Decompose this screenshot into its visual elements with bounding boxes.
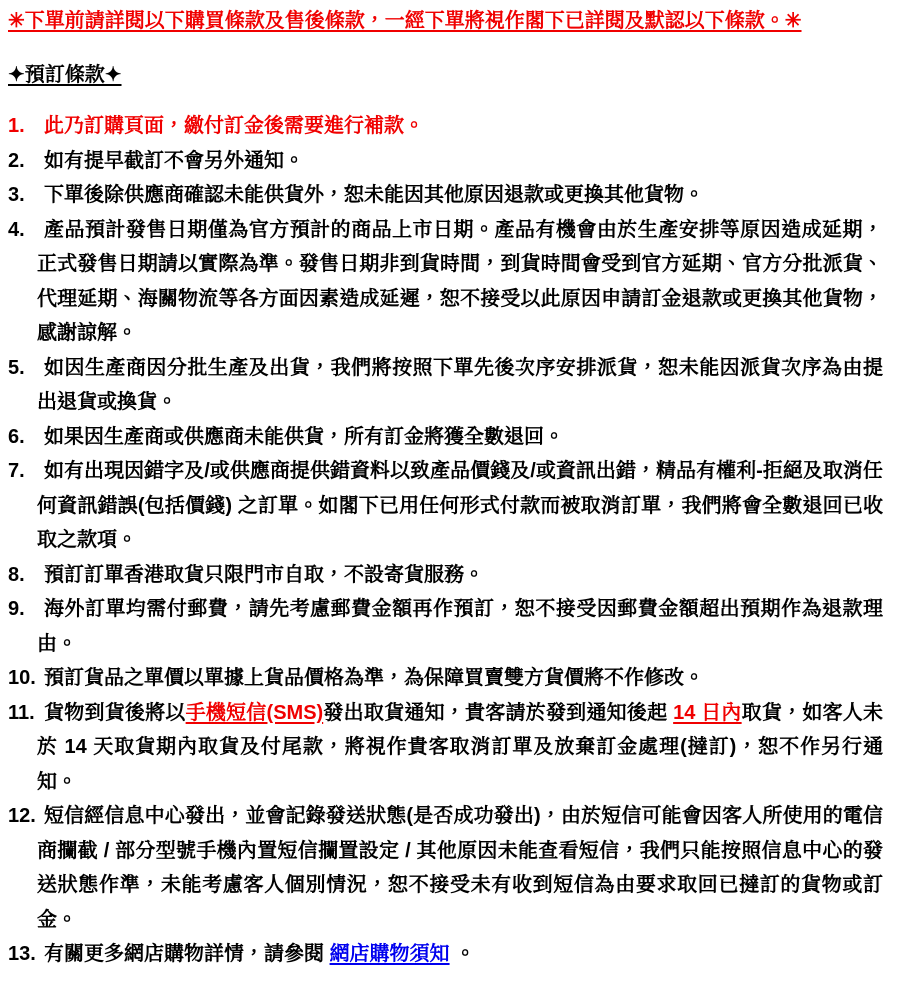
term-text: 下單後除供應商確認未能供貨外，恕未能因其他原因退款或更換其他貨物。	[44, 184, 704, 206]
term-item-3	[8, 178, 883, 213]
term-number: 8.	[8, 563, 25, 586]
term-text: 。	[449, 943, 476, 965]
term-text: 取貨，如客人未於 14 天取貨期內取貨及付尾款，將視作貴客取消訂單及放棄訂金處理(撻訂)，恕不作另行通知。	[37, 701, 884, 793]
term-item-9	[8, 592, 883, 661]
term-item-8	[8, 558, 883, 593]
term-text: 此乃訂購頁面，繳付訂金後需要進行補款。	[44, 115, 424, 137]
highlighted-red-text: 14 日內	[673, 701, 742, 724]
term-text: 發出取貨通知，貴客請於發到通知後起	[323, 701, 674, 724]
term-number: 7.	[8, 460, 25, 482]
term-number: 4.	[8, 218, 25, 241]
online-store-shopping-notice-link[interactable]: 網店購物須知	[329, 943, 450, 965]
term-text: 有關更多網店購物詳情，請參閱	[44, 943, 330, 965]
term-text: 如有提早截訂不會另外通知。	[44, 149, 304, 172]
purchase-notice-banner: ✳下單前請詳閱以下購買條款及售後條款，一經下單將視作閣下已詳閱及默認以下條款。✳	[8, 10, 802, 32]
term-number: 3.	[8, 184, 25, 206]
term-item-6	[8, 420, 883, 455]
term-number: 12.	[8, 805, 36, 827]
term-number: 11.	[8, 701, 35, 724]
term-item-1	[8, 109, 883, 144]
term-item-2	[8, 144, 883, 179]
term-item-13	[8, 937, 883, 972]
preorder-terms-title: ✦預訂條款✦	[8, 64, 122, 86]
term-number: 1.	[8, 115, 25, 137]
term-number: 10.	[8, 667, 36, 689]
term-text: 短信經信息中心發出，並會記錄發送狀態(是否成功發出)，由於短信可能會因客人所使用的電信商攔截 / 部分型號手機內置短信攔置設定 / 其他原因未能查看短信，我們只能按照信息中心的發送狀態作準，未能考慮客人個別情況，恕不接受未有收到短信為由要求取回已撻訂的貨物或訂金。	[37, 805, 883, 931]
term-text: 產品預計發售日期僅為官方預計的商品上市日期。產品有機會由於生產安排等原因造成延期，正式發售日期請以實際為準。發售日期非到貨時間，到貨時間會受到官方延期、官方分批派貨、代理延期、海關物流等各方面因素造成延遲，恕不接受以此原因申請訂金退款或更換其他貨物，感謝諒解。	[37, 218, 883, 344]
term-text: 如有出現因錯字及/或供應商提供錯資料以致產品價錢及/或資訊出錯，精品有權利-拒絕及取消任何資訊錯誤(包括價錢) 之訂單。如閣下已用任何形式付款而被取消訂單，我們將會全數退回已收取之款項。	[37, 460, 883, 551]
term-text: 如果因生產商或供應商未能供貨，所有訂金將獲全數退回。	[44, 425, 564, 448]
term-text: 預訂貨品之單價以單據上貨品價格為準，為保障買賣雙方貨價將不作修改。	[44, 667, 704, 689]
term-text: 預訂訂單香港取貨只限門市自取，不設寄貨服務。	[44, 563, 484, 586]
term-item-12	[8, 799, 883, 937]
term-item-7	[8, 454, 883, 558]
term-number: 6.	[8, 425, 25, 448]
term-number: 5.	[8, 356, 25, 379]
term-item-11	[8, 696, 883, 800]
term-text: 海外訂單均需付郵費，請先考慮郵費金額再作預訂，恕不接受因郵費金額超出預期作為退款理由。	[37, 598, 883, 655]
term-item-5	[8, 351, 883, 420]
term-number: 2.	[8, 149, 25, 172]
term-number: 9.	[8, 598, 25, 620]
term-text: 貨物到貨後將以	[44, 701, 186, 724]
highlighted-red-text: 手機短信(SMS)	[185, 701, 324, 724]
term-number: 13.	[8, 943, 36, 965]
terms-list	[8, 109, 883, 972]
term-item-4	[8, 213, 883, 351]
term-text: 如因生產商因分批生產及出貨，我們將按照下單先後次序安排派貨，恕未能因派貨次序為由提出退貨或換貨。	[37, 356, 883, 413]
term-item-10	[8, 661, 883, 696]
